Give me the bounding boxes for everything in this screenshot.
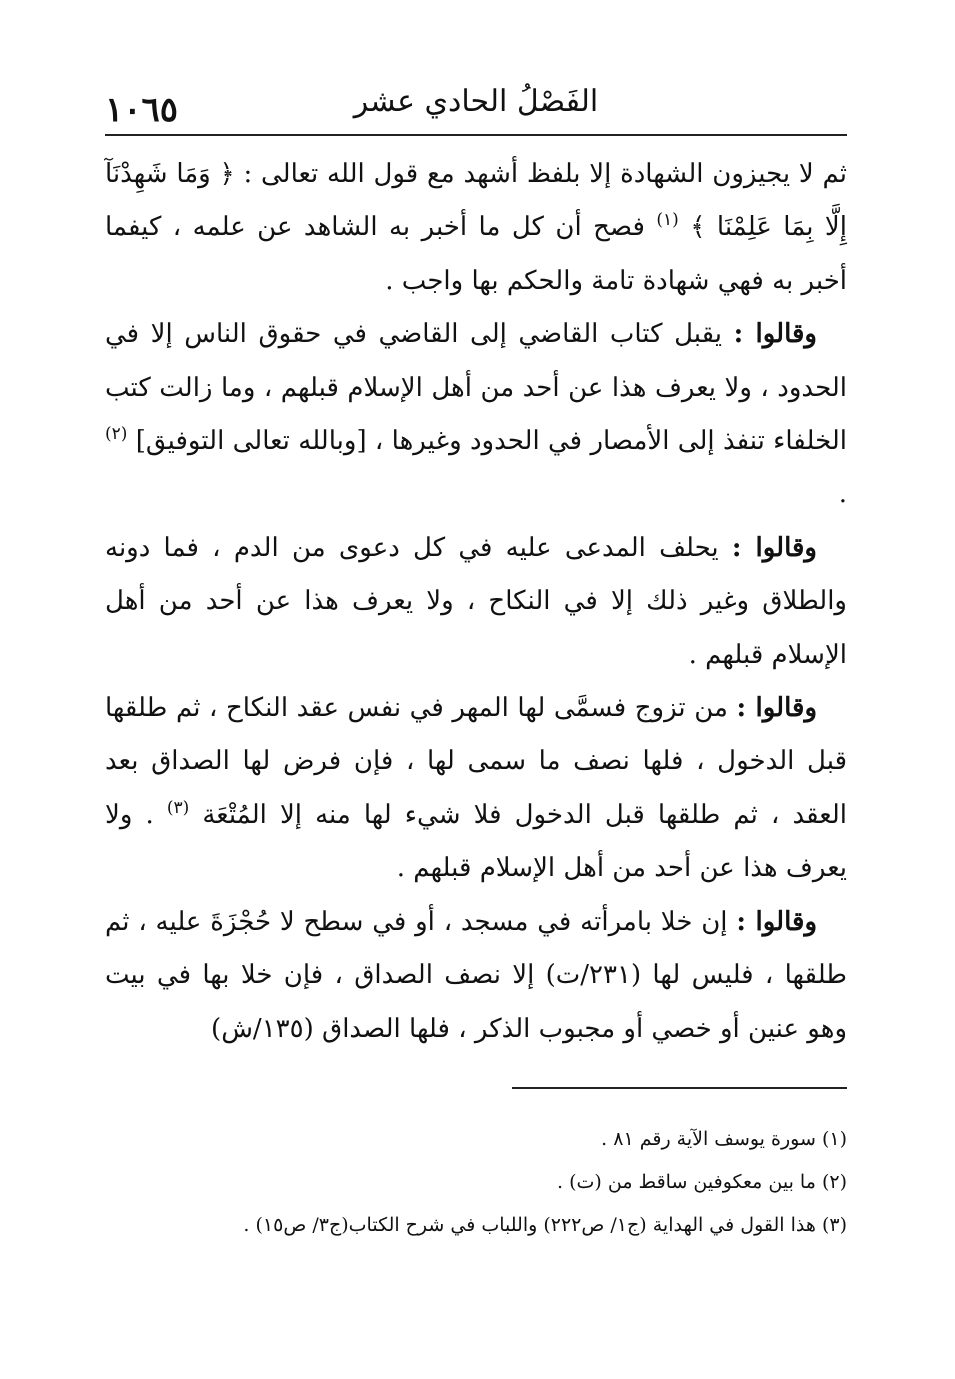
quran-quote: ﴿ وَمَا شَهِدْنَآ إِلَّا بِمَا عَلِمْنَا ﴾ [105, 159, 847, 243]
footnote-number: (٣) [821, 1214, 847, 1236]
paragraph-lead: وقالوا : [731, 532, 817, 563]
footnote-number: (١) [821, 1128, 847, 1150]
footnote-marker: (٢) [105, 424, 128, 445]
paragraph-4 [105, 682, 847, 896]
footnote-item [105, 1161, 847, 1204]
footnote-item [105, 1204, 847, 1247]
paragraph-text: إن خلا بامرأته في مسجد ، أو في سطح لا حُجْزَةَ عليه ، ثم طلقها ، فليس لها (٢٣١/ت) إلا نصف الصداق ، فإن خلا بها في بيت وهو عنين أو خصي أو مجبوب الذكر ، فلها الصداق (١٣٥/ش) [105, 906, 847, 1044]
paragraph-text: من تزوج فسمَّى لها المهر في نفس عقد النكاح ، ثم طلقها قبل الدخول ، فلها نصف ما سمى لها ، فإن فرض لها الصداق بعد العقد ، ثم طلقها قبل الدخول فلا شيء لها منه إلا المُتْعَة [105, 693, 847, 830]
paragraph-text: ثم لا يجيزون الشهادة إلا بلفظ أشهد مع قول الله تعالى : [234, 159, 847, 189]
paragraph-text: . [838, 479, 847, 510]
paragraph-2 [105, 308, 847, 522]
running-head: الفَصْلُ الحادي عشر [353, 84, 599, 119]
footnote-text: هذا القول في الهداية (ج١/ ص٢٢٢) واللباب في شرح الكتاب(ج٣/ ص١٥) . [243, 1214, 816, 1236]
paragraph-1 [105, 148, 847, 308]
paragraph-5 [105, 896, 847, 1056]
paragraph-lead: وقالوا : [736, 693, 817, 724]
footnote-text: سورة يوسف الآية رقم ٨١ . [601, 1128, 816, 1150]
footnote-number: (٢) [821, 1171, 847, 1193]
page-header [105, 70, 847, 136]
paragraph-text: . ولا يعرف هذا عن أحد من أهل الإسلام قبلهم . [105, 799, 847, 884]
footnote-text: ما بين معكوفين ساقط من (ت) . [557, 1171, 816, 1193]
footnotes [105, 1118, 847, 1247]
paragraph-text: فصح أن كل ما أخبر به الشاهد عن علمه ، كيفما أخبر به فهي شهادة تامة والحكم بها واجب . [105, 212, 847, 296]
footnote-marker: (١) [656, 210, 679, 231]
paragraph-text: يقبل كتاب القاضي إلى القاضي في حقوق الناس إلا في الحدود ، ولا يعرف هذا عن أحد من أهل الإسلام قبلهم ، وما زالت كتب الخلفاء تنفذ إلى الأمصار في الحدود وغيرها ، [وبالله تعالى التوفيق] [105, 319, 847, 457]
footnote-item [105, 1118, 847, 1161]
footnote-marker: (٣) [166, 797, 190, 818]
page-number: ١٠٦٥ [105, 90, 179, 130]
paragraph-lead: وقالوا : [733, 319, 817, 350]
footnote-divider [512, 1087, 847, 1089]
body-text [105, 148, 847, 1056]
paragraph-text: يحلف المدعى عليه في كل دعوى من الدم ، فما دونه والطلاق وغير ذلك إلا في النكاح ، ولا يعرف هذا عن أحد من أهل الإسلام قبلهم . [105, 532, 847, 670]
paragraph-lead: وقالوا : [736, 906, 818, 937]
paragraph-3 [105, 522, 847, 682]
